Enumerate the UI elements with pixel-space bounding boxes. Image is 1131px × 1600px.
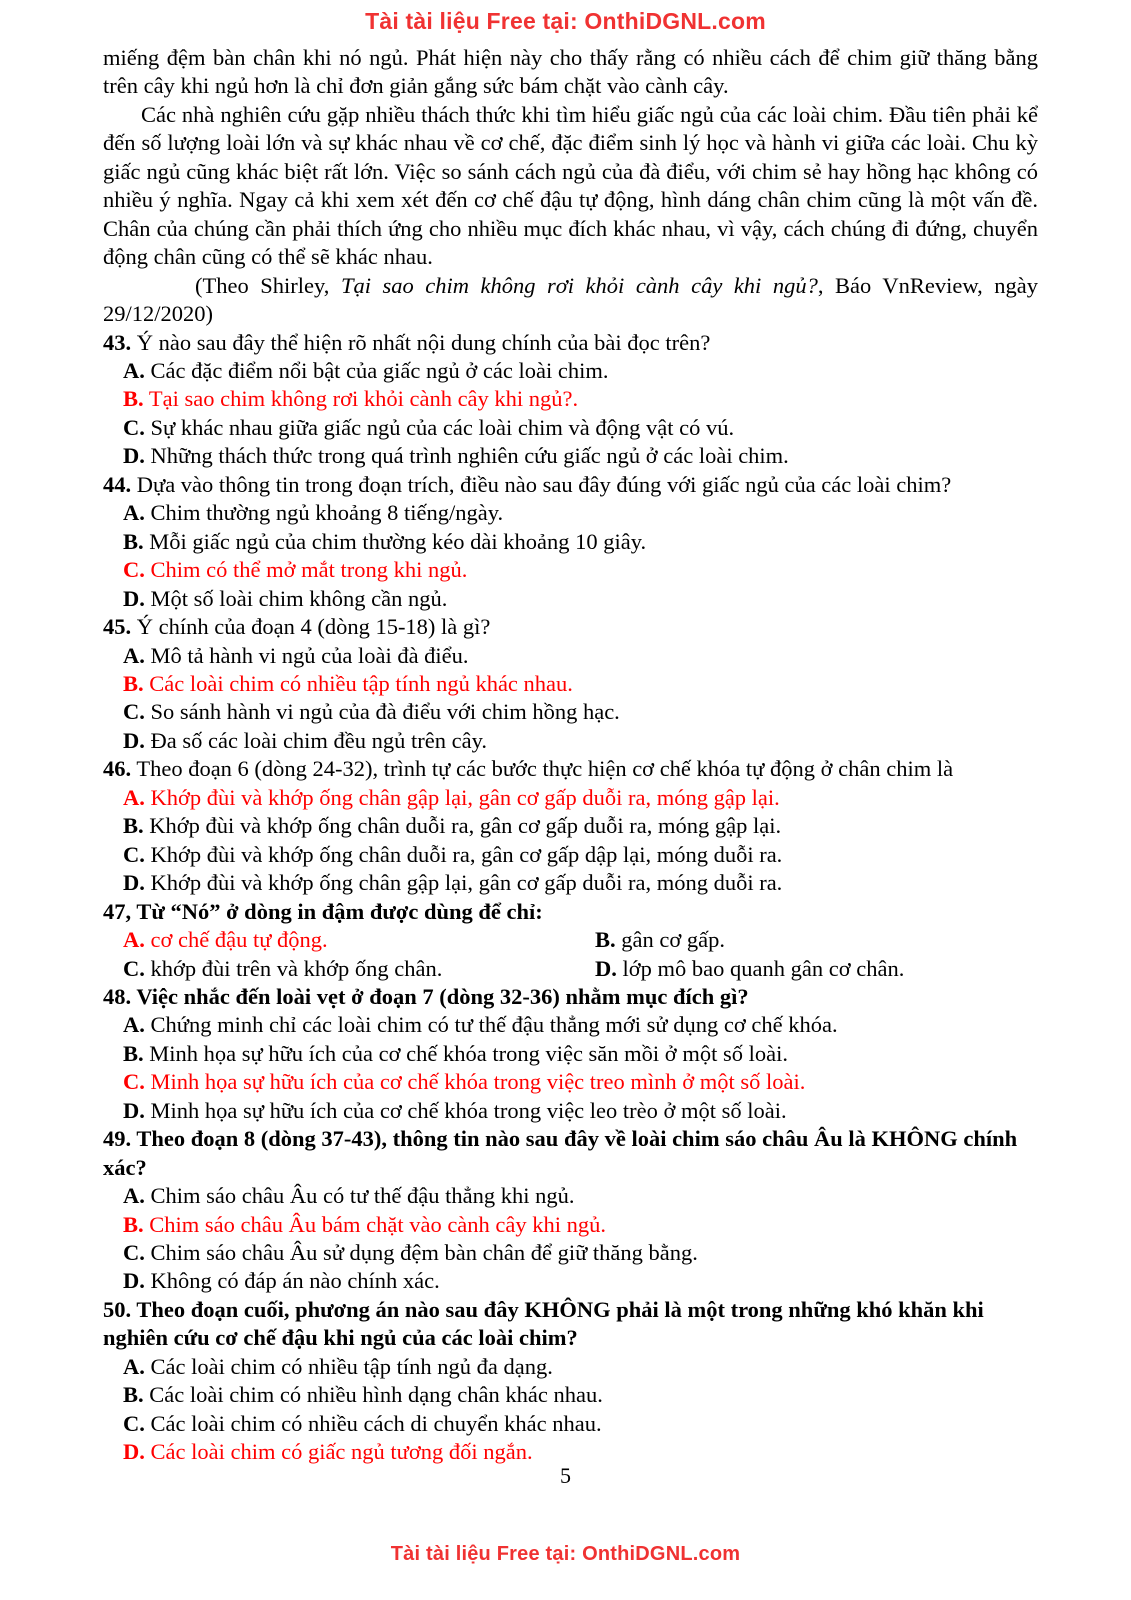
option-letter: B. [595, 927, 616, 953]
option-choice[interactable] [123, 1098, 787, 1123]
option-choice[interactable] [595, 927, 725, 952]
question-stem [103, 471, 1038, 499]
option-answer[interactable] [123, 1212, 606, 1237]
option-choice[interactable] [123, 728, 487, 753]
option-item[interactable] [103, 727, 1038, 755]
option-letter: D. [595, 955, 617, 981]
option-item[interactable] [103, 642, 1038, 670]
option-letter: A. [123, 357, 145, 383]
option-letter: A. [123, 500, 145, 526]
question-stem [103, 613, 1038, 641]
option-text: Chim sáo châu Âu bám chặt vào cành cây khi ngủ. [143, 1211, 607, 1237]
option-text: khớp đùi trên và khớp ống chân. [144, 955, 443, 981]
option-item[interactable] [103, 1410, 1038, 1438]
option-text: Các loài chim có nhiều tập tính ngủ khác nhau. [143, 670, 573, 696]
option-cell[interactable] [123, 926, 595, 954]
option-letter: A. [123, 1012, 145, 1038]
option-letter: D. [123, 870, 145, 896]
question-number: 45. [103, 614, 132, 640]
option-item[interactable] [103, 414, 1038, 442]
question-stem [103, 898, 1038, 926]
option-item[interactable] [103, 528, 1038, 556]
option-letter: C. [123, 557, 145, 583]
option-choice[interactable] [123, 1382, 603, 1407]
passage-paragraph-1: miếng đệm bàn chân khi nó ngủ. Phát hiện này cho thấy rằng có nhiều cách để chim giữ thăng bằng trên cây khi ngủ hơn là chỉ đơn giản gắng sức bám chặt vào cành cây. [103, 45, 1038, 99]
option-text: Các loài chim có giấc ngủ tương đối ngắn. [144, 1439, 533, 1465]
option-letter: B. [123, 1382, 144, 1408]
option-choice[interactable] [123, 1354, 553, 1379]
site-banner-top: Tài tài liệu Free tại: OnthiDGNL.com [365, 8, 766, 34]
question-stem [103, 1296, 1038, 1353]
option-letter: B. [123, 1211, 144, 1237]
question-stem [103, 755, 1038, 783]
option-text: Các loài chim có nhiều tập tính ngủ đa dạng. [144, 1353, 553, 1379]
option-letter: B. [123, 670, 144, 696]
option-choice[interactable] [123, 1012, 838, 1037]
passage-paragraph-2: Các nhà nghiên cứu gặp nhiều thách thức khi tìm hiểu giấc ngủ của các loài chim. Đầu tiên phải kể đến số lượng loài lớn và sự khác nhau về cơ chế, đặc điểm sinh lý học và hành vi giữa các loài. Chu kỳ giấc ngủ cũng khác biệt rất lớn. Việc so sánh cách ngủ của đà điểu, với chim sẻ hay hồng hạc không có nhiều ý nghĩa. Ngay cả khi xem xét đến cơ chế đậu tự động, hình dáng chân chim cũng là một vấn đề. Chân của chúng cần phải thích ứng cho nhiều mục đích khác nhau, vì vậy, cách chúng đi đứng, chuyển động chân cũng có thể sẽ khác nhau. [103, 101, 1038, 270]
option-answer[interactable] [123, 1439, 533, 1464]
option-letter: C. [123, 1410, 145, 1436]
option-item[interactable] [103, 670, 1038, 698]
question-number: 49. [103, 1126, 132, 1152]
option-text: Đa số các loài chim đều ngủ trên cây. [144, 727, 488, 753]
option-text: Chứng minh chỉ các loài chim có tư thế đậu thẳng mới sử dụng cơ chế khóa. [144, 1012, 838, 1038]
question-text: Theo đoạn 8 (dòng 37-43), thông tin nào sau đây về loài chim sáo châu Âu là KHÔNG chính xác? [103, 1126, 1018, 1180]
option-choice[interactable] [123, 529, 646, 554]
attribution-suffix: , Báo VnReview, ngày 29/12/2020) [103, 272, 1039, 327]
option-choice[interactable] [123, 870, 782, 895]
attribution-prefix: (Theo Shirley, [195, 272, 341, 298]
option-item[interactable] [103, 698, 1038, 726]
option-letter: D. [123, 1097, 145, 1123]
option-text: Không có đáp án nào chính xác. [144, 1268, 440, 1294]
option-choice[interactable] [123, 1268, 440, 1293]
question-stem [103, 329, 1038, 357]
question-text: Ý nào sau đây thể hiện rõ nhất nội dung chính của bài đọc trên? [131, 329, 711, 355]
question-number: 44. [103, 471, 132, 497]
option-item[interactable] [103, 1040, 1038, 1068]
option-choice[interactable] [123, 813, 781, 838]
option-choice[interactable] [123, 1411, 602, 1436]
option-letter: D. [123, 1439, 145, 1465]
questions-list [103, 329, 1038, 1467]
option-item[interactable] [103, 1068, 1038, 1096]
option-item[interactable] [103, 556, 1038, 584]
option-text: Các đặc điểm nổi bật của giấc ngủ ở các loài chim. [144, 357, 609, 383]
option-text: Một số loài chim không cần ngủ. [144, 585, 448, 611]
site-banner-bottom: Tài tài liệu Free tại: OnthiDGNL.com [390, 1543, 741, 1565]
option-item[interactable] [103, 499, 1038, 527]
option-text: Chim có thể mở mắt trong khi ngủ. [144, 557, 468, 583]
option-letter: C. [123, 699, 145, 725]
option-row [103, 955, 1038, 983]
option-answer[interactable] [123, 386, 578, 411]
option-text: Những thách thức trong quá trình nghiên cứu giấc ngủ ở các loài chim. [144, 443, 789, 469]
option-letter: D. [123, 443, 145, 469]
option-text: Minh họa sự hữu ích của cơ chế khóa trong việc leo trèo ở một số loài. [144, 1097, 787, 1123]
question-text: Dựa vào thông tin trong đoạn trích, điều nào sau đây đúng với giấc ngủ của các loài chim? [131, 471, 952, 497]
question-text: Việc nhắc đến loài vẹt ở đoạn 7 (dòng 32-36) nhằm mục đích gì? [131, 983, 749, 1009]
option-answer[interactable] [123, 671, 573, 696]
option-answer[interactable] [123, 785, 780, 810]
option-choice[interactable] [123, 1183, 575, 1208]
option-item[interactable] [103, 1211, 1038, 1239]
option-letter: C. [123, 1240, 145, 1266]
option-choice[interactable] [123, 643, 469, 668]
option-item[interactable] [103, 1182, 1038, 1210]
option-choice[interactable] [595, 956, 904, 981]
option-letter: D. [123, 727, 145, 753]
option-item[interactable] [103, 357, 1038, 385]
option-choice[interactable] [123, 956, 442, 981]
option-text: Khớp đùi và khớp ống chân duỗi ra, gân cơ gấp duỗi ra, móng gập lại. [143, 813, 782, 839]
option-text: Các loài chim có nhiều cách di chuyển khác nhau. [144, 1410, 602, 1436]
question-text: Từ “Nó” ở dòng in đậm được dùng để chỉ: [131, 898, 543, 924]
option-item[interactable] [103, 812, 1038, 840]
option-text: gân cơ gấp. [615, 927, 725, 953]
option-letter: C. [123, 841, 145, 867]
option-letter: C. [123, 955, 145, 981]
option-choice[interactable] [123, 358, 608, 383]
option-text: So sánh hành vi ngủ của đà điểu với chim hồng hạc. [144, 699, 620, 725]
option-choice[interactable] [123, 586, 447, 611]
option-text: Chim thường ngủ khoảng 8 tiếng/ngày. [144, 500, 504, 526]
question-number: 43. [103, 329, 132, 355]
passage-attribution [103, 272, 1038, 329]
option-item[interactable] [103, 841, 1038, 869]
option-item[interactable] [103, 1353, 1038, 1381]
option-cell[interactable] [123, 955, 595, 983]
question-number: 50. [103, 1296, 132, 1322]
option-letter: C. [123, 1069, 145, 1095]
option-letter: D. [123, 585, 145, 611]
question-text: Theo đoạn 6 (dòng 24-32), trình tự các bước thực hiện cơ chế khóa tự động ở chân chim là [131, 756, 954, 782]
option-text: Minh họa sự hữu ích của cơ chế khóa trong việc săn mồi ở một số loài. [143, 1040, 788, 1066]
page-number: 5 [560, 1463, 571, 1488]
option-text: Khớp đùi và khớp ống chân gập lại, gân cơ gấp duỗi ra, móng duỗi ra. [144, 870, 783, 896]
option-letter: D. [123, 1268, 145, 1294]
option-item[interactable] [103, 1097, 1038, 1125]
option-letter: A. [123, 784, 145, 810]
option-item[interactable] [103, 1239, 1038, 1267]
option-item[interactable] [103, 1011, 1038, 1039]
option-item[interactable] [103, 1267, 1038, 1295]
option-choice[interactable] [123, 415, 734, 440]
option-text: Sự khác nhau giữa giấc ngủ của các loài chim và động vật có vú. [144, 414, 735, 440]
option-letter: A. [123, 927, 145, 953]
option-cell[interactable] [595, 955, 1038, 983]
option-answer[interactable] [123, 557, 467, 582]
question-number: 47, [103, 898, 132, 924]
question-number: 46. [103, 756, 132, 782]
option-letter: A. [123, 1183, 145, 1209]
option-letter: B. [123, 813, 144, 839]
option-text: Mỗi giấc ngủ của chim thường kéo dài khoảng 10 giây. [143, 528, 647, 554]
question-stem [103, 983, 1038, 1011]
question-text: Ý chính của đoạn 4 (dòng 15-18) là gì? [131, 614, 491, 640]
option-choice[interactable] [123, 1240, 698, 1265]
option-text: Minh họa sự hữu ích của cơ chế khóa trong việc treo mình ở một số loài. [144, 1069, 806, 1095]
option-text: Khớp đùi và khớp ống chân duỗi ra, gân cơ gấp dập lại, móng duỗi ra. [144, 841, 783, 867]
option-letter: B. [123, 528, 144, 554]
option-text: lớp mô bao quanh gân cơ chân. [616, 955, 905, 981]
option-text: cơ chế đậu tự động. [144, 927, 328, 953]
document-content [103, 44, 1038, 1467]
option-letter: A. [123, 1353, 145, 1379]
option-item[interactable] [103, 869, 1038, 897]
option-choice[interactable] [123, 842, 782, 867]
option-cell[interactable] [595, 926, 1038, 954]
question-text: Theo đoạn cuối, phương án nào sau đây KHÔNG phải là một trong những khó khăn khi nghiên cứu cơ chế đậu khi ngủ của các loài chim? [103, 1296, 984, 1351]
option-item[interactable] [103, 784, 1038, 812]
option-letter: B. [123, 1040, 144, 1066]
option-text: Chim sáo châu Âu sử dụng đệm bàn chân để giữ thăng bằng. [144, 1240, 698, 1266]
question-stem [103, 1125, 1038, 1182]
option-row [103, 926, 1038, 954]
option-choice[interactable] [123, 500, 503, 525]
option-item[interactable] [103, 585, 1038, 613]
option-text: Mô tả hành vi ngủ của loài đà điểu. [144, 642, 469, 668]
option-letter: C. [123, 414, 145, 440]
option-letter: A. [123, 642, 145, 668]
option-text: Khớp đùi và khớp ống chân gập lại, gân cơ gấp duỗi ra, móng gập lại. [144, 784, 780, 810]
option-choice[interactable] [123, 1041, 788, 1066]
option-text: Các loài chim có nhiều hình dạng chân khác nhau. [143, 1382, 603, 1408]
question-number: 48. [103, 983, 132, 1009]
option-letter: B. [123, 386, 144, 412]
option-answer[interactable] [123, 1069, 805, 1094]
option-item[interactable] [103, 385, 1038, 413]
option-text: Chim sáo châu Âu có tư thế đậu thẳng khi ngủ. [144, 1183, 575, 1209]
option-item[interactable] [103, 1381, 1038, 1409]
option-text: Tại sao chim không rơi khỏi cành cây khi ngủ?. [143, 386, 579, 412]
option-answer[interactable] [123, 927, 328, 952]
option-item[interactable] [103, 442, 1038, 470]
option-choice[interactable] [123, 699, 620, 724]
option-choice[interactable] [123, 443, 789, 468]
attribution-title: Tại sao chim không rơi khỏi cành cây khi ngủ? [340, 272, 818, 298]
